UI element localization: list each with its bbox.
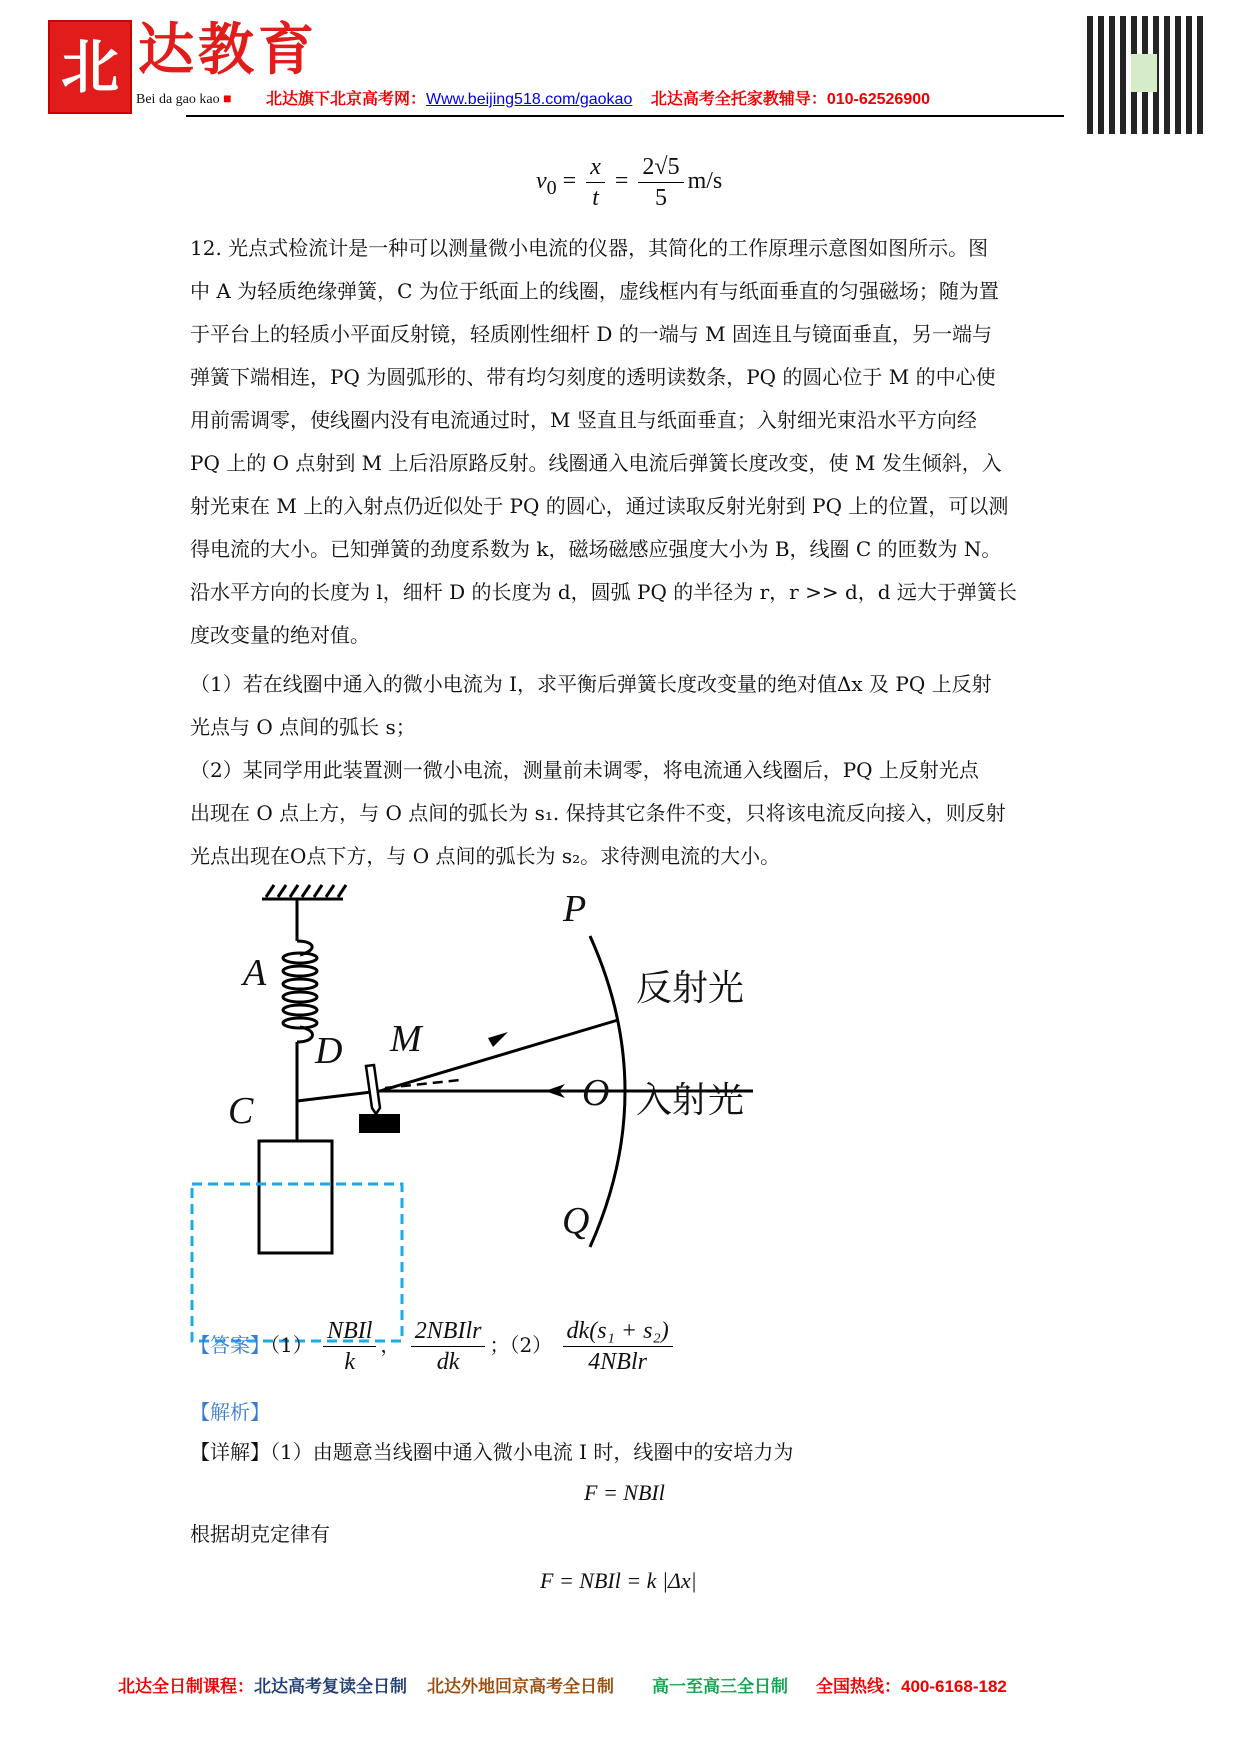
subquestion-line: （2）某同学用此装置测一微小电流，测量前未调零，将电流通入线圈后，PQ 上反射光点 [190, 758, 979, 782]
question-line: 弹簧下端相连，PQ 为圆弧形的、带有均匀刻度的透明读数条，PQ 的圆心位于 M 的中心使 [190, 365, 996, 389]
question-line: 射光束在 M 上的入射点仍近似处于 PQ 的圆心，通过读取反射光射到 PQ 上的位置，可以测 [190, 494, 1009, 518]
question-line: 12. 光点式检流计是一种可以测量微小电流的仪器，其简化的工作原理示意图如图所示。图 [190, 236, 989, 260]
label-incident: 入射光 [636, 1080, 745, 1121]
footer-label: 北达全日制课程： [118, 1677, 254, 1696]
footer-hotline: 全国热线：400-6168-182 [816, 1677, 1007, 1696]
label-reflected: 反射光 [636, 968, 745, 1009]
unit: m/s [687, 168, 723, 195]
question-line: 得电流的大小。已知弹簧的劲度系数为 k，磁场磁感应强度大小为 B，线圈 C 的匝数为 N。 [190, 537, 1002, 561]
mirror-m [366, 1065, 380, 1114]
v-subscript: 0 [546, 176, 557, 199]
label-q: Q [562, 1200, 590, 1242]
analysis-tag: 【解析】 [190, 1400, 270, 1424]
answer-fraction-2 [411, 1316, 486, 1377]
reflected-arrow-icon [488, 1032, 508, 1047]
question-line: 中 A 为轻质绝缘弹簧，C 为位于纸面上的线圈，虚线框内有与纸面垂直的匀强磁场；随为置 [190, 279, 999, 303]
label-a: A [243, 952, 267, 994]
rod-d [297, 1091, 380, 1101]
site-link[interactable]: Www.beijing518.com/gaokao [426, 91, 633, 108]
label-c: C [228, 1090, 254, 1132]
num: dk(s₁ + s₂) [563, 1316, 673, 1347]
logo-text: 达教育 [138, 17, 318, 83]
answer-part1: （1） [270, 1333, 313, 1357]
den: k [344, 1349, 356, 1375]
question-line: 用前需调零，使线圈内没有电流通过时，M 竖直且与纸面垂直；入射细光束沿水平方向经 [190, 408, 977, 432]
equation-2: F = NBIl = k |Δx| [540, 1568, 697, 1593]
subquestion-line: （1）若在线圈中通入的微小电流为 I，求平衡后弹簧长度改变量的绝对值Δx 及 PQ 上反射 [190, 672, 992, 696]
answer-line [190, 1315, 677, 1377]
den: 4NBlr [588, 1349, 647, 1375]
detail-line-1: 【详解】（1）由题意当线圈中通入微小电流 I 时，线圈中的安培力为 [190, 1440, 794, 1464]
answer-tag: 【答案】 [190, 1333, 270, 1357]
subquestion-line: 出现在 O 点上方，与 O 点间的弧长为 s₁. 保持其它条件不变，只将该电流反向接入，则反射 [190, 801, 1006, 825]
equation-1: F = NBIl [584, 1480, 665, 1505]
footer [118, 1672, 1007, 1697]
top-formula: $v_0$ = $\frac{x}{t}$ = $\frac{2√5}{5}$ m/s [536, 154, 723, 211]
coil-c [259, 1141, 332, 1253]
detail-line-2: 根据胡克定律有 [190, 1522, 330, 1546]
logo-mark: 北 [48, 20, 132, 114]
num: x [586, 152, 605, 183]
answer-part2: ；（2） [489, 1333, 553, 1357]
den: 5 [654, 185, 667, 211]
answer-fraction-1 [323, 1316, 376, 1377]
num: NBIl [323, 1316, 376, 1347]
logo-sub-text: Bei da gao kao [136, 92, 220, 107]
spring-a [283, 941, 317, 1042]
den: dk [436, 1349, 460, 1375]
footer-course-2: 北达外地回京高考全日制 [427, 1677, 614, 1696]
v-symbol: v [536, 168, 547, 195]
num: 2√5 [638, 152, 683, 183]
footer-course-1: 北达高考复读全日制 [254, 1677, 407, 1696]
tutor-label: 北达高考全托家教辅导：010-62526900 [650, 91, 931, 108]
label-d: D [315, 1030, 343, 1072]
den: t [592, 185, 599, 211]
label-o: O [582, 1072, 610, 1114]
answer-fraction-3 [563, 1316, 673, 1377]
label-m: M [390, 1018, 422, 1060]
label-p: P [563, 888, 587, 930]
num: 2NBIlr [411, 1316, 486, 1347]
sep: ， [380, 1333, 401, 1357]
mirror-platform [359, 1114, 400, 1133]
ceiling-hatch [266, 885, 346, 897]
subquestion-line: 光点与 O 点间的弧长 s； [190, 715, 416, 739]
subquestion-line: 光点出现在O点下方，与 O 点间的弧长为 s₂。求待测电流的大小。 [190, 844, 781, 868]
question-line: 度改变量的绝对值。 [190, 623, 370, 647]
logo-subtitle: Bei da gao kao ■ [136, 92, 232, 107]
question-line: PQ 上的 O 点射到 M 上后沿原路反射。线圈通入电流后弹簧长度改变，使 M 发生倾斜，入 [190, 451, 1002, 475]
footer-course-3: 高一至高三全日制 [652, 1677, 788, 1696]
question-line: 沿水平方向的长度为 l，细杆 D 的长度为 d，圆弧 PQ 的半径为 r，r >> d，d 远大于弹簧长 [190, 580, 1017, 604]
site-label: 北达旗下北京高考网： [266, 91, 427, 108]
question-line: 于平台上的轻质小平面反射镜，轻质刚性细杆 D 的一端与 M 固连且与镜面垂直，另一端与 [190, 322, 992, 346]
